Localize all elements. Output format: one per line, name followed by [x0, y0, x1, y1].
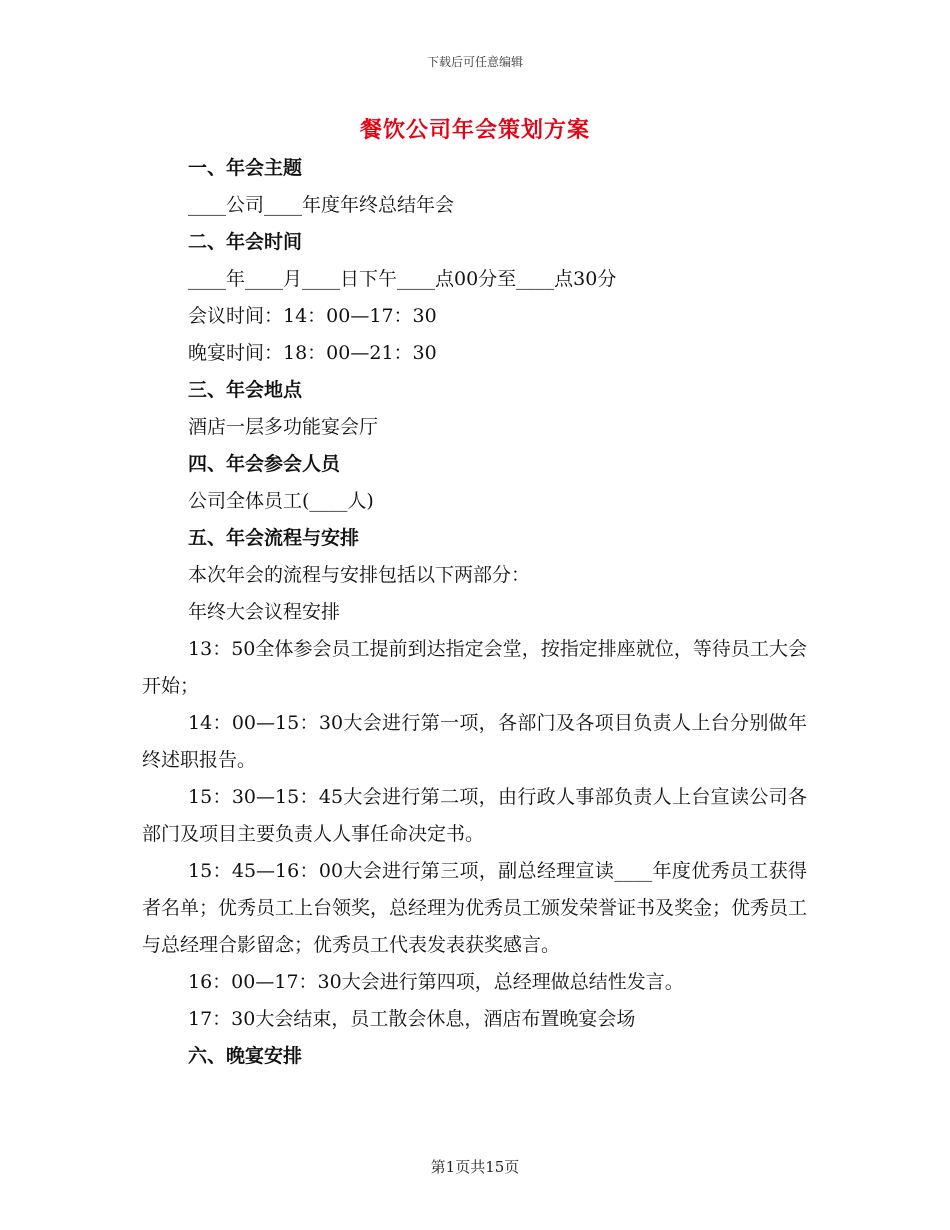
venue-text: 酒店一层多功能宴会厅 — [188, 416, 379, 438]
section-heading-banquet: 六、晚宴安排 — [188, 1045, 303, 1067]
document-body — [142, 150, 807, 1075]
section-heading-time: 二、年会时间 — [188, 231, 303, 253]
document-title: 餐饮公司年会策划方案 — [359, 117, 590, 143]
time-date-text: ____年____月____日下午____点00分至____点30分 — [188, 268, 617, 290]
page-header: 下载后可任意编辑 — [426, 55, 523, 69]
agenda-item-4: 15：45—16：00大会进行第三项，副总经理宣读____年度优秀员工获得者名单；优秀员工上台领奖，总经理为优秀员工颁发荣誉证书及奖金；优秀员工与总经理合影留念；优秀员工代表发表获奖感言。 — [142, 860, 808, 956]
page-footer: 第1页共15页 — [430, 1158, 520, 1176]
attendees-text: 公司全体员工(____人) — [188, 490, 374, 512]
section-heading-theme: 一、年会主题 — [188, 157, 303, 179]
agenda-subtitle: 年终大会议程安排 — [188, 601, 341, 623]
section-heading-attendees: 四、年会参会人员 — [188, 453, 341, 475]
agenda-item-6: 17：30大会结束，员工散会休息，酒店布置晚宴会场 — [188, 1008, 636, 1030]
meeting-time-text: 会议时间：14：00—17：30 — [188, 305, 437, 327]
section-heading-agenda: 五、年会流程与安排 — [188, 527, 360, 549]
agenda-item-5: 16：00—17：30大会进行第四项，总经理做总结性发言。 — [188, 971, 684, 993]
banquet-time-text: 晚宴时间：18：00—21：30 — [188, 342, 437, 364]
agenda-item-2: 14：00—15：30大会进行第一项，各部门及各项目负责人上台分别做年终述职报告。 — [142, 712, 807, 771]
section-heading-venue: 三、年会地点 — [188, 379, 303, 401]
agenda-intro-text: 本次年会的流程与安排包括以下两部分： — [188, 564, 531, 586]
theme-text: ____公司____年度年终总结年会 — [188, 194, 455, 216]
agenda-item-3: 15：30—15：45大会进行第二项，由行政人事部负责人上台宣读公司各部门及项目主要负责人人事任命决定书。 — [142, 786, 807, 845]
agenda-item-1: 13：50全体参会员工提前到达指定会堂，按指定排座就位，等待员工大会开始； — [142, 638, 807, 697]
